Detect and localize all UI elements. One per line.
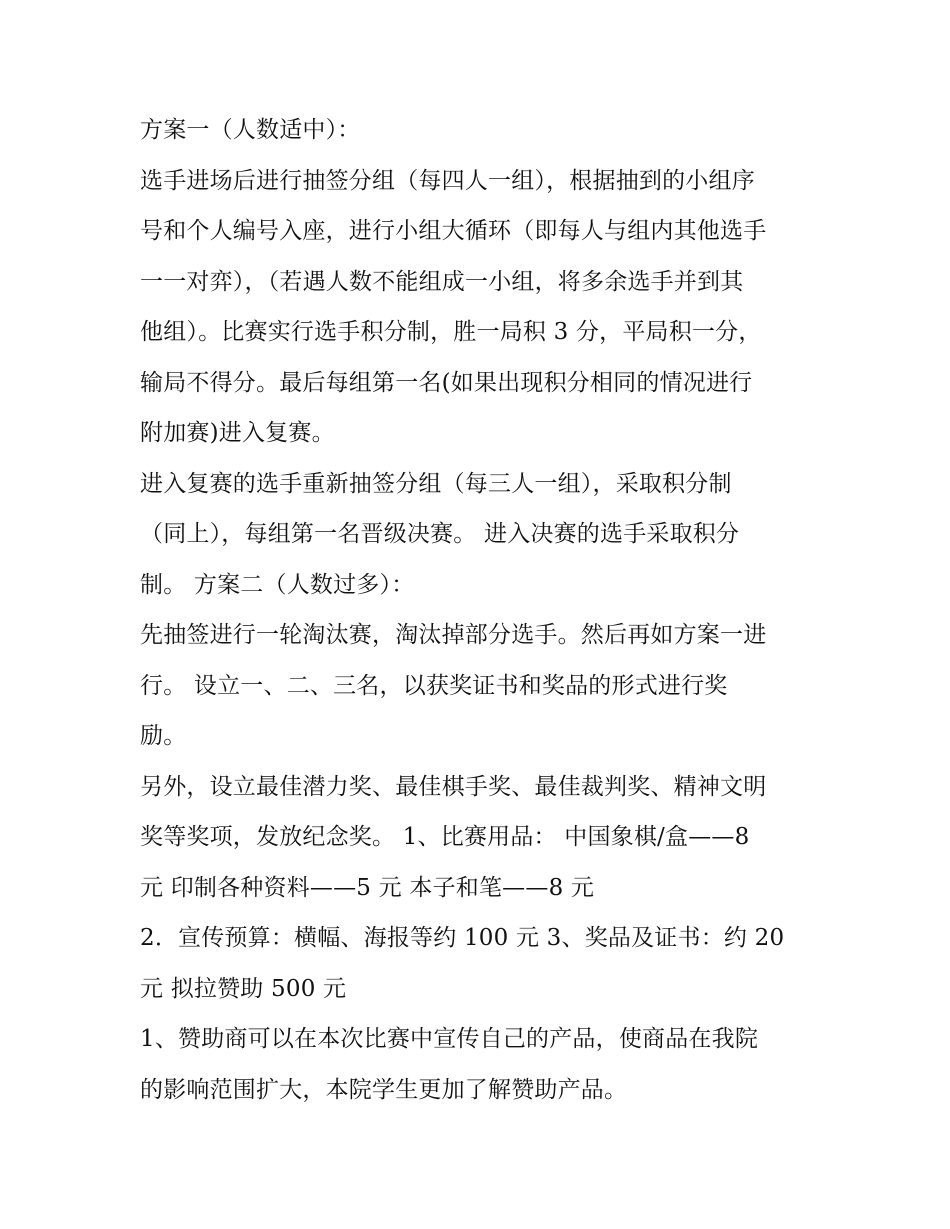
- text-line: 元 拟拉赞助 500 元: [140, 976, 347, 1002]
- text-line: 一一对弈），（若遇人数不能组成一小组，将多余选手并到其: [140, 269, 744, 295]
- text-line: 方案一（人数适中）：: [140, 117, 361, 143]
- text-line: 选手进场后进行抽签分组（每四人一组），根据抽到的小组序: [140, 168, 755, 194]
- text-line: 他组）。比赛实行选手积分制，胜一局积 3 分，平局积一分，: [140, 319, 762, 345]
- text-line: 的影响范围扩大，本院学生更加了解赞助产品。: [140, 1077, 628, 1103]
- text-line: 附加赛)进入复赛。: [140, 420, 335, 446]
- text-line: 奖等奖项，发放纪念奖。 1、比赛用品： 中国象棋/盒——8: [140, 824, 750, 850]
- text-line: （同上），每组第一名晋级决赛。 进入决赛的选手采取积分: [140, 521, 740, 547]
- text-line: 先抽签进行一轮淘汰赛，淘汰掉部分选手。然后再如方案一进: [140, 622, 767, 648]
- text-line: 制。 方案二（人数过多）：: [140, 572, 415, 598]
- text-line: 行。 设立一、二、三名，以获奖证书和奖品的形式进行奖: [140, 673, 728, 699]
- text-line: 1、赞助商可以在本次比赛中宣传自己的产品，使商品在我院: [140, 1026, 759, 1052]
- text-line: 输局不得分。最后每组第一名(如果出现积分相同的情况进行: [140, 370, 753, 396]
- text-line: 2．宣传预算：横幅、海报等约 100 元 3、奖品及证书：约 20: [140, 925, 785, 951]
- text-line: 励。: [140, 723, 187, 749]
- text-line: 进入复赛的选手重新抽签分组（每三人一组），采取积分制: [140, 471, 732, 497]
- text-line: 号和个人编号入座，进行小组大循环（即每人与组内其他选手: [140, 218, 767, 244]
- text-line: 另外，设立最佳潜力奖、最佳棋手奖、最佳裁判奖、精神文明: [140, 774, 767, 800]
- text-line: 元 印制各种资料——5 元 本子和笔——8 元: [140, 875, 595, 901]
